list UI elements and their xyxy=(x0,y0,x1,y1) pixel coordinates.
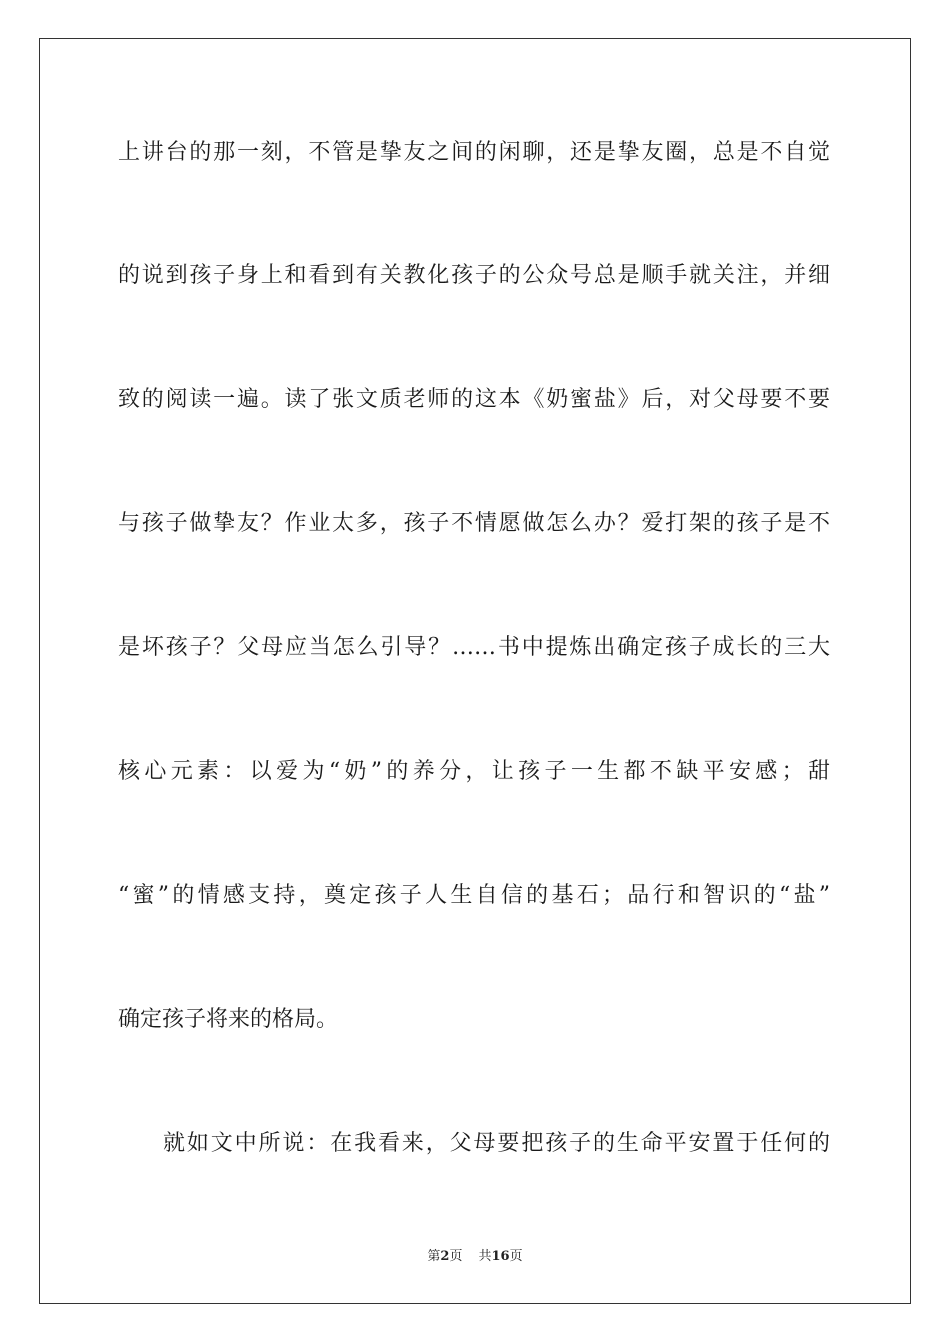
paragraph-line-4: 与孩子做挚友？作业太多，孩子不情愿做怎么办？爱打架的孩子是不 xyxy=(118,511,830,536)
page-suffix: 页 xyxy=(449,1249,463,1264)
page-prefix: 第 xyxy=(427,1249,441,1264)
paragraph-line-9: 就如文中所说：在我看来，父母要把孩子的生命平安置于任何的 xyxy=(163,1131,830,1156)
total-pages: 16 xyxy=(491,1249,510,1264)
paragraph-line-2: 的说到孩子身上和看到有关教化孩子的公众号总是顺手就关注，并细 xyxy=(118,263,830,288)
paragraph-line-7: “蜜”的情感支持，奠定孩子人生自信的基石；品行和智识的“盐” xyxy=(118,883,830,908)
paragraph-line-3: 致的阅读一遍。读了张文质老师的这本《奶蜜盐》后，对父母要不要 xyxy=(118,387,830,412)
page-footer xyxy=(0,1248,950,1266)
page-border xyxy=(39,38,911,1304)
paragraph-line-5: 是坏孩子？父母应当怎么引导？……书中提炼出确定孩子成长的三大 xyxy=(118,635,830,660)
page-number: 2 xyxy=(440,1249,450,1264)
total-suffix: 页 xyxy=(509,1249,523,1264)
total-prefix: 共 xyxy=(478,1249,492,1264)
paragraph-line-6: 核心元素：以爱为“奶”的养分，让孩子一生都不缺平安感；甜 xyxy=(118,759,830,784)
paragraph-line-1: 上讲台的那一刻，不管是挚友之间的闲聊，还是挚友圈，总是不自觉 xyxy=(118,140,830,165)
paragraph-line-8: 确定孩子将来的格局。 xyxy=(118,1007,339,1032)
